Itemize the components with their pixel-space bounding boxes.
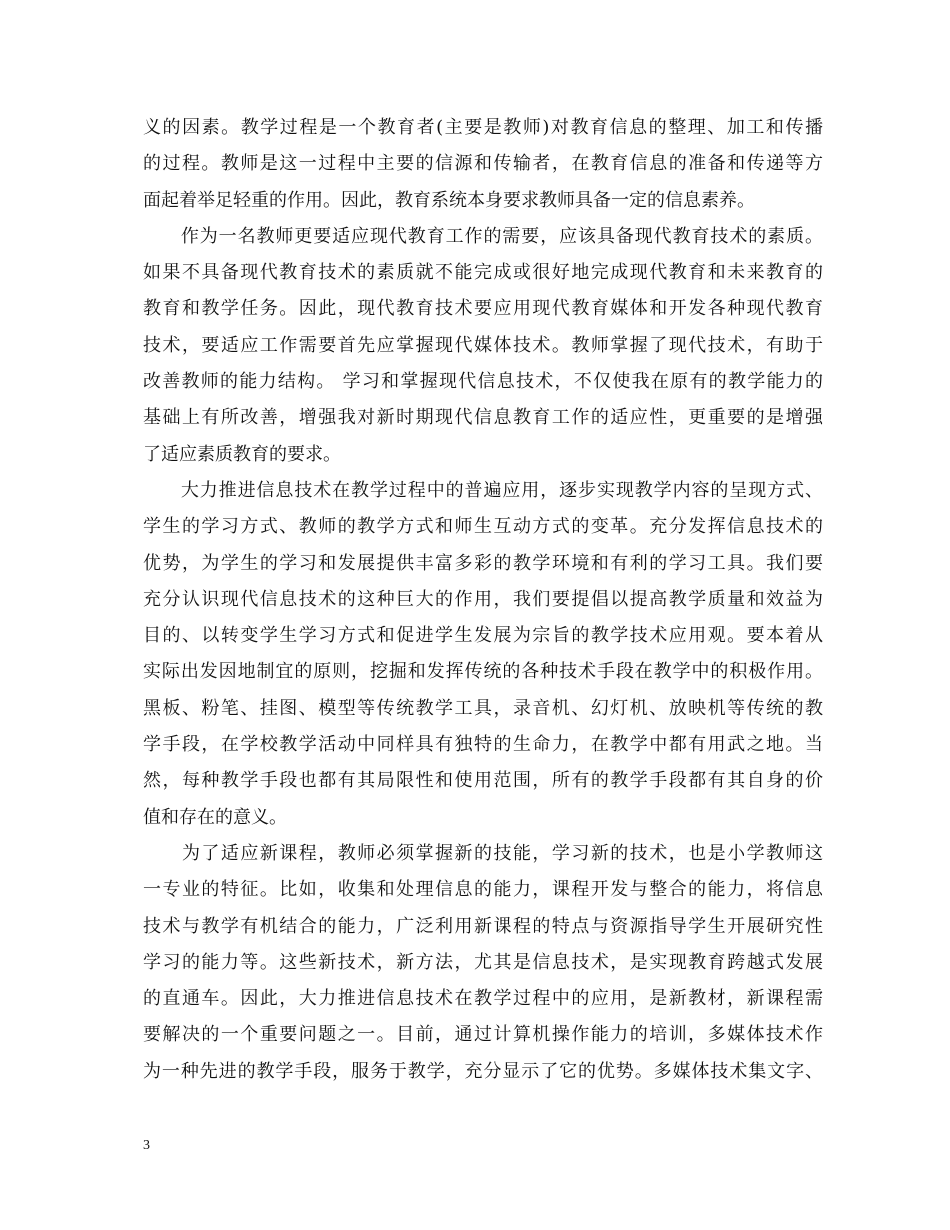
- text-line: 作为一名教师更要适应现代教育工作的需要，应该具备现代教育技术的素质。: [143, 225, 823, 247]
- text-line: 黑板、粉笔、挂图、模型等传统教学工具，录音机、幻灯机、放映机等传统的教: [143, 697, 823, 719]
- text-line: 面起着举足轻重的作用。因此，教育系统本身要求教师具备一定的信息素养。: [143, 189, 755, 211]
- text-line: 为一种先进的教学手段，服务于教学，充分显示了它的优势。多媒体技术集文字、: [143, 1060, 823, 1082]
- text-line: 的过程。教师是这一过程中主要的信源和传输者，在教育信息的准备和传递等方: [143, 153, 823, 175]
- paragraph-1: [143, 110, 823, 219]
- paragraph-3: [143, 473, 823, 836]
- text-line: 实际出发因地制宜的原则，挖掘和发挥传统的各种技术手段在教学中的积极作用。: [143, 661, 823, 683]
- text-line: 如果不具备现代教育技术的素质就不能完成或很好地完成现代教育和未来教育的: [143, 262, 823, 284]
- text-line: 一专业的特征。比如，收集和处理信息的能力，课程开发与整合的能力，将信息: [143, 879, 823, 901]
- text-line: 基础上有所改善，增强我对新时期现代信息教育工作的适应性，更重要的是增强: [143, 407, 823, 429]
- text-line: 要解决的一个重要问题之一。目前，通过计算机操作能力的培训，多媒体技术作: [143, 1024, 823, 1046]
- text-line: 学生的学习方式、教师的教学方式和师生互动方式的变革。充分发挥信息技术的: [143, 516, 823, 538]
- text-line: 为了适应新课程，教师必须掌握新的技能，学习新的技术，也是小学教师这: [143, 842, 823, 864]
- page-number: 3: [143, 1138, 150, 1153]
- text-line: 技术，要适应工作需要首先应掌握现代媒体技术。教师掌握了现代技术，有助于: [143, 334, 823, 356]
- text-line: 的直通车。因此，大力推进信息技术在教学过程中的应用，是新教材，新课程需: [143, 988, 823, 1010]
- text-line: 目的、以转变学生学习方式和促进学生发展为宗旨的教学技术应用观。要本着从: [143, 625, 823, 647]
- body-text: [143, 110, 823, 1090]
- text-line: 充分认识现代信息技术的这种巨大的作用，我们要提倡以提高教学质量和效益为: [143, 588, 823, 610]
- paragraph-2: [143, 219, 823, 473]
- text-line: 技术与教学有机结合的能力，广泛利用新课程的特点与资源指导学生开展研究性: [143, 915, 823, 937]
- text-line: 学习的能力等。这些新技术，新方法，尤其是信息技术，是实现教育跨越式发展: [143, 951, 823, 973]
- text-line: 值和存在的意义。: [143, 806, 287, 828]
- text-line: 学手段，在学校教学活动中同样具有独特的生命力，在教学中都有用武之地。当: [143, 734, 823, 756]
- text-line: 了适应素质教育的要求。: [143, 443, 341, 465]
- text-line: 教育和教学任务。因此，现代教育技术要应用现代教育媒体和开发各种现代教育: [143, 298, 823, 320]
- text-line: 优势，为学生的学习和发展提供丰富多彩的教学环境和有利的学习工具。我们要: [143, 552, 823, 574]
- text-line: 大力推进信息技术在教学过程中的普遍应用，逐步实现教学内容的呈现方式、: [143, 479, 823, 501]
- text-line: 改善教师的能力结构。 学习和掌握现代信息技术，不仅使我在原有的教学能力的: [143, 371, 823, 393]
- text-line: 然，每种教学手段也都有其局限性和使用范围，所有的教学手段都有其自身的价: [143, 770, 823, 792]
- text-line: 义的因素。教学过程是一个教育者(主要是教师)对教育信息的整理、加工和传播: [143, 117, 823, 138]
- paragraph-4: [143, 836, 823, 1090]
